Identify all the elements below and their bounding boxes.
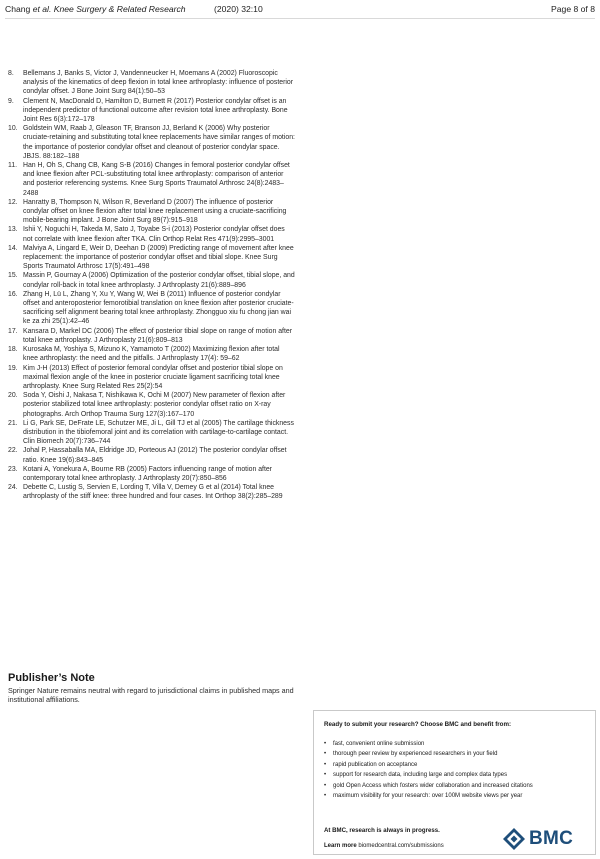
reference-item xyxy=(8,69,296,97)
reference-item xyxy=(8,290,296,327)
reference-text: Clement N, MacDonald D, Hamilton D, Burnett R (2017) Posterior condylar offset is an independent predictor of functional outcome after revision total knee arthroplasty. Bone Joint Res 6(3):172–178 xyxy=(23,97,288,124)
bmc-learn-more[interactable] xyxy=(324,843,444,849)
bmc-logo-text: BMC xyxy=(529,828,574,849)
reference-number: 21. xyxy=(8,419,18,427)
reference-number: 13. xyxy=(8,226,18,234)
bmc-benefit-list xyxy=(324,739,585,801)
reference-text: Zhang H, Lü L, Zhang Y, Xu Y, Wang W, Wei B (2011) Influence of posterior condylar offset and anteroposterior femorotibial translation on knee flexion after posterior cruciate-sacrificing self alignment bearing total knee arthroplasty. Zhongguo xiu fu chong jian wai ke za zhi 25(1):42–46 xyxy=(23,290,294,326)
reference-text: Goldstein WM, Raab J, Gleason TF, Branson JJ, Berland K (2006) Why posterior cruciate-retaining and substituting total knee replacements have similar ranges of motion: the importance of posterior condylar offset and cleanout of posterior condylar space. JBJS. 88:182–188 xyxy=(23,125,295,160)
publisher-note xyxy=(8,671,308,705)
reference-text: Bellemans J, Banks S, Victor J, Vandenneucker H, Moemans A (2002) Fluoroscopic analysis of the kinematics of deep flexion in total knee arthroplasty: influence of posterior condylar offset. J Bone Joint Surg 84(1):50–53 xyxy=(23,70,294,96)
reference-number: 23. xyxy=(8,465,18,473)
reference-number: 12. xyxy=(8,198,18,206)
reference-number: 20. xyxy=(8,392,18,400)
reference-text: Kansara D, Markel DC (2006) The effect of posterior tibial slope on range of motion after total knee arthroplasty. J Arthroplasty 21(6):809–813 xyxy=(23,327,293,344)
reference-text: Debette C, Lustig S, Servien E, Lording T, Villa V, Demey G et al (2014) Total knee arthroplasty of the stiff knee: three hundred and four cases. Int Orthop 38(2):285–289 xyxy=(23,484,283,501)
reference-number: 16. xyxy=(8,290,18,298)
bmc-benefit-item: • maximum visibility for your research: over 100M website views per year xyxy=(324,791,585,801)
reference-number: 15. xyxy=(8,272,18,280)
reference-item xyxy=(8,364,296,392)
reference-text: Malviya A, Lingard E, Weir D, Deehan D (2009) Predicting range of movement after knee replacement: the importance of posterior condylar offset and tibial slope. Knee Surg Sports Traumatol Arthrosc 17(5):491–498 xyxy=(23,244,294,271)
bmc-benefit-item: • gold Open Access which fosters wider collaboration and increased citations xyxy=(324,781,585,791)
reference-item xyxy=(8,198,296,226)
reference-item xyxy=(8,244,296,272)
bmc-advert-box xyxy=(313,710,596,855)
reference-text: Johal P, Hassaballa MA, Eldridge JD, Porteous AJ (2012) The posterior condylar offset ratio. Knee 19(6):843–845 xyxy=(23,447,287,464)
publisher-note-text: Springer Nature remains neutral with regard to jurisdictional claims in published maps and institutional affiliations. xyxy=(8,686,294,705)
reference-number: 8. xyxy=(8,70,14,77)
reference-text: Han H, Oh S, Chang CB, Kang S-B (2016) Changes in femoral posterior condylar offset and knee flexion after PCL-substituting total knee arthroplasty: comparison of anterior and posterior referencing systems. Knee Surg Sports Traumatol Arthrosc 24(8):2483–2488 xyxy=(23,162,290,197)
reference-item xyxy=(8,161,296,198)
reference-item xyxy=(8,124,296,161)
reference-number: 10. xyxy=(8,125,18,133)
bmc-benefit-item: • fast, convenient online submission xyxy=(324,739,585,749)
reference-number: 14. xyxy=(8,244,18,252)
journal-citation: Chang et al. Knee Surgery & Related Research xyxy=(5,4,186,14)
reference-text: Kurosaka M, Yoshiya S, Mizuno K, Yamamoto T (2002) Maximizing flexion after total knee arthroplasty: the need and the pitfalls. J Arthroplasty 17(4): 59–62 xyxy=(23,346,280,363)
reference-number: 24. xyxy=(8,484,18,492)
year-volume: (2020) 32:10 xyxy=(214,4,263,14)
reference-text: Massin P, Gournay A (2006) Optimization of the posterior condylar offset, tibial slope, and condylar roll-back in total knee arthroplasty. J Arthroplasty 21(6):889–896 xyxy=(23,272,295,289)
reference-number: 17. xyxy=(8,327,18,335)
reference-text: Soda Y, Oishi J, Nakasa T, Nishikawa K, Ochi M (2007) New parameter of flexion after posterior stabilized total knee arthroplasty: posterior condylar offset ratio on X-ray photographs. Arch Orthop Trauma Surg 127(3):167–170 xyxy=(23,392,286,418)
bmc-logo-icon xyxy=(503,828,525,850)
reference-text: Li G, Park SE, DeFrate LE, Schutzer ME, Ji L, Gill TJ et al (2005) The cartilage thickness distribution in the tibiofemoral joint and its correlation with cartilage-to-cartilage contact. Clin Biomech 20(7):736–744 xyxy=(23,419,294,446)
reference-item xyxy=(8,465,296,483)
reference-item xyxy=(8,271,296,289)
reference-item xyxy=(8,97,296,125)
reference-item xyxy=(8,419,296,447)
learn-more-label: Learn more xyxy=(324,843,357,849)
reference-number: 9. xyxy=(8,97,14,105)
reference-text: Ishii Y, Noguchi H, Takeda M, Sato J, Toyabe S-i (2013) Posterior condylar offset does not correlate with knee flexion after TKA. Clin Orthop Relat Res 471(9):2995–3001 xyxy=(23,226,285,243)
reference-number: 19. xyxy=(8,364,18,372)
bmc-benefit-item: • rapid publication on acceptance xyxy=(324,760,585,770)
reference-number: 18. xyxy=(8,346,18,354)
reference-item xyxy=(8,483,296,501)
reference-item xyxy=(8,327,296,345)
page-number: Page 8 of 8 xyxy=(551,4,595,14)
reference-text: Kim J-H (2013) Effect of posterior femoral condylar offset and posterior tibial slope on maximal flexion angle of the knee in posterior cruciate ligament sacrificing total knee arthroplasty. Knee Surg Related Res 25(2):54 xyxy=(23,364,283,390)
bmc-logo xyxy=(503,828,583,850)
reference-item xyxy=(8,446,296,464)
bmc-benefit-item: • support for research data, including large and complex data types xyxy=(324,770,585,780)
journal-title: et al. Knee Surgery & Related Research xyxy=(32,4,186,14)
reference-item xyxy=(8,391,296,419)
reference-list xyxy=(8,69,296,502)
bmc-progress-text: At BMC, research is always in progress. xyxy=(324,827,440,834)
header-divider xyxy=(5,18,595,19)
bmc-ready-heading: Ready to submit your research? Choose BMC and benefit from: xyxy=(324,721,512,728)
publisher-note-heading: Publisher’s Note xyxy=(8,672,95,684)
learn-more-url[interactable]: biomedcentral.com/submissions xyxy=(356,843,444,849)
reference-item xyxy=(8,345,296,363)
reference-number: 22. xyxy=(8,447,18,455)
reference-item xyxy=(8,225,296,243)
bmc-benefit-item: • thorough peer review by experienced researchers in your field xyxy=(324,749,585,759)
reference-number: 11. xyxy=(8,162,18,170)
reference-text: Hanratty B, Thompson N, Wilson R, Beverland D (2007) The influence of posterior condylar offset on knee flexion after total knee replacement using a cruciate-sacrificing mobile-bearing implant. J Bone Joint Surg 89(7):915–918 xyxy=(23,198,287,225)
reference-text: Kotani A, Yonekura A, Bourne RB (2005) Factors influencing range of motion after contemporary total knee arthroplasty. J Arthroplasty 20(7):850–856 xyxy=(23,465,272,482)
